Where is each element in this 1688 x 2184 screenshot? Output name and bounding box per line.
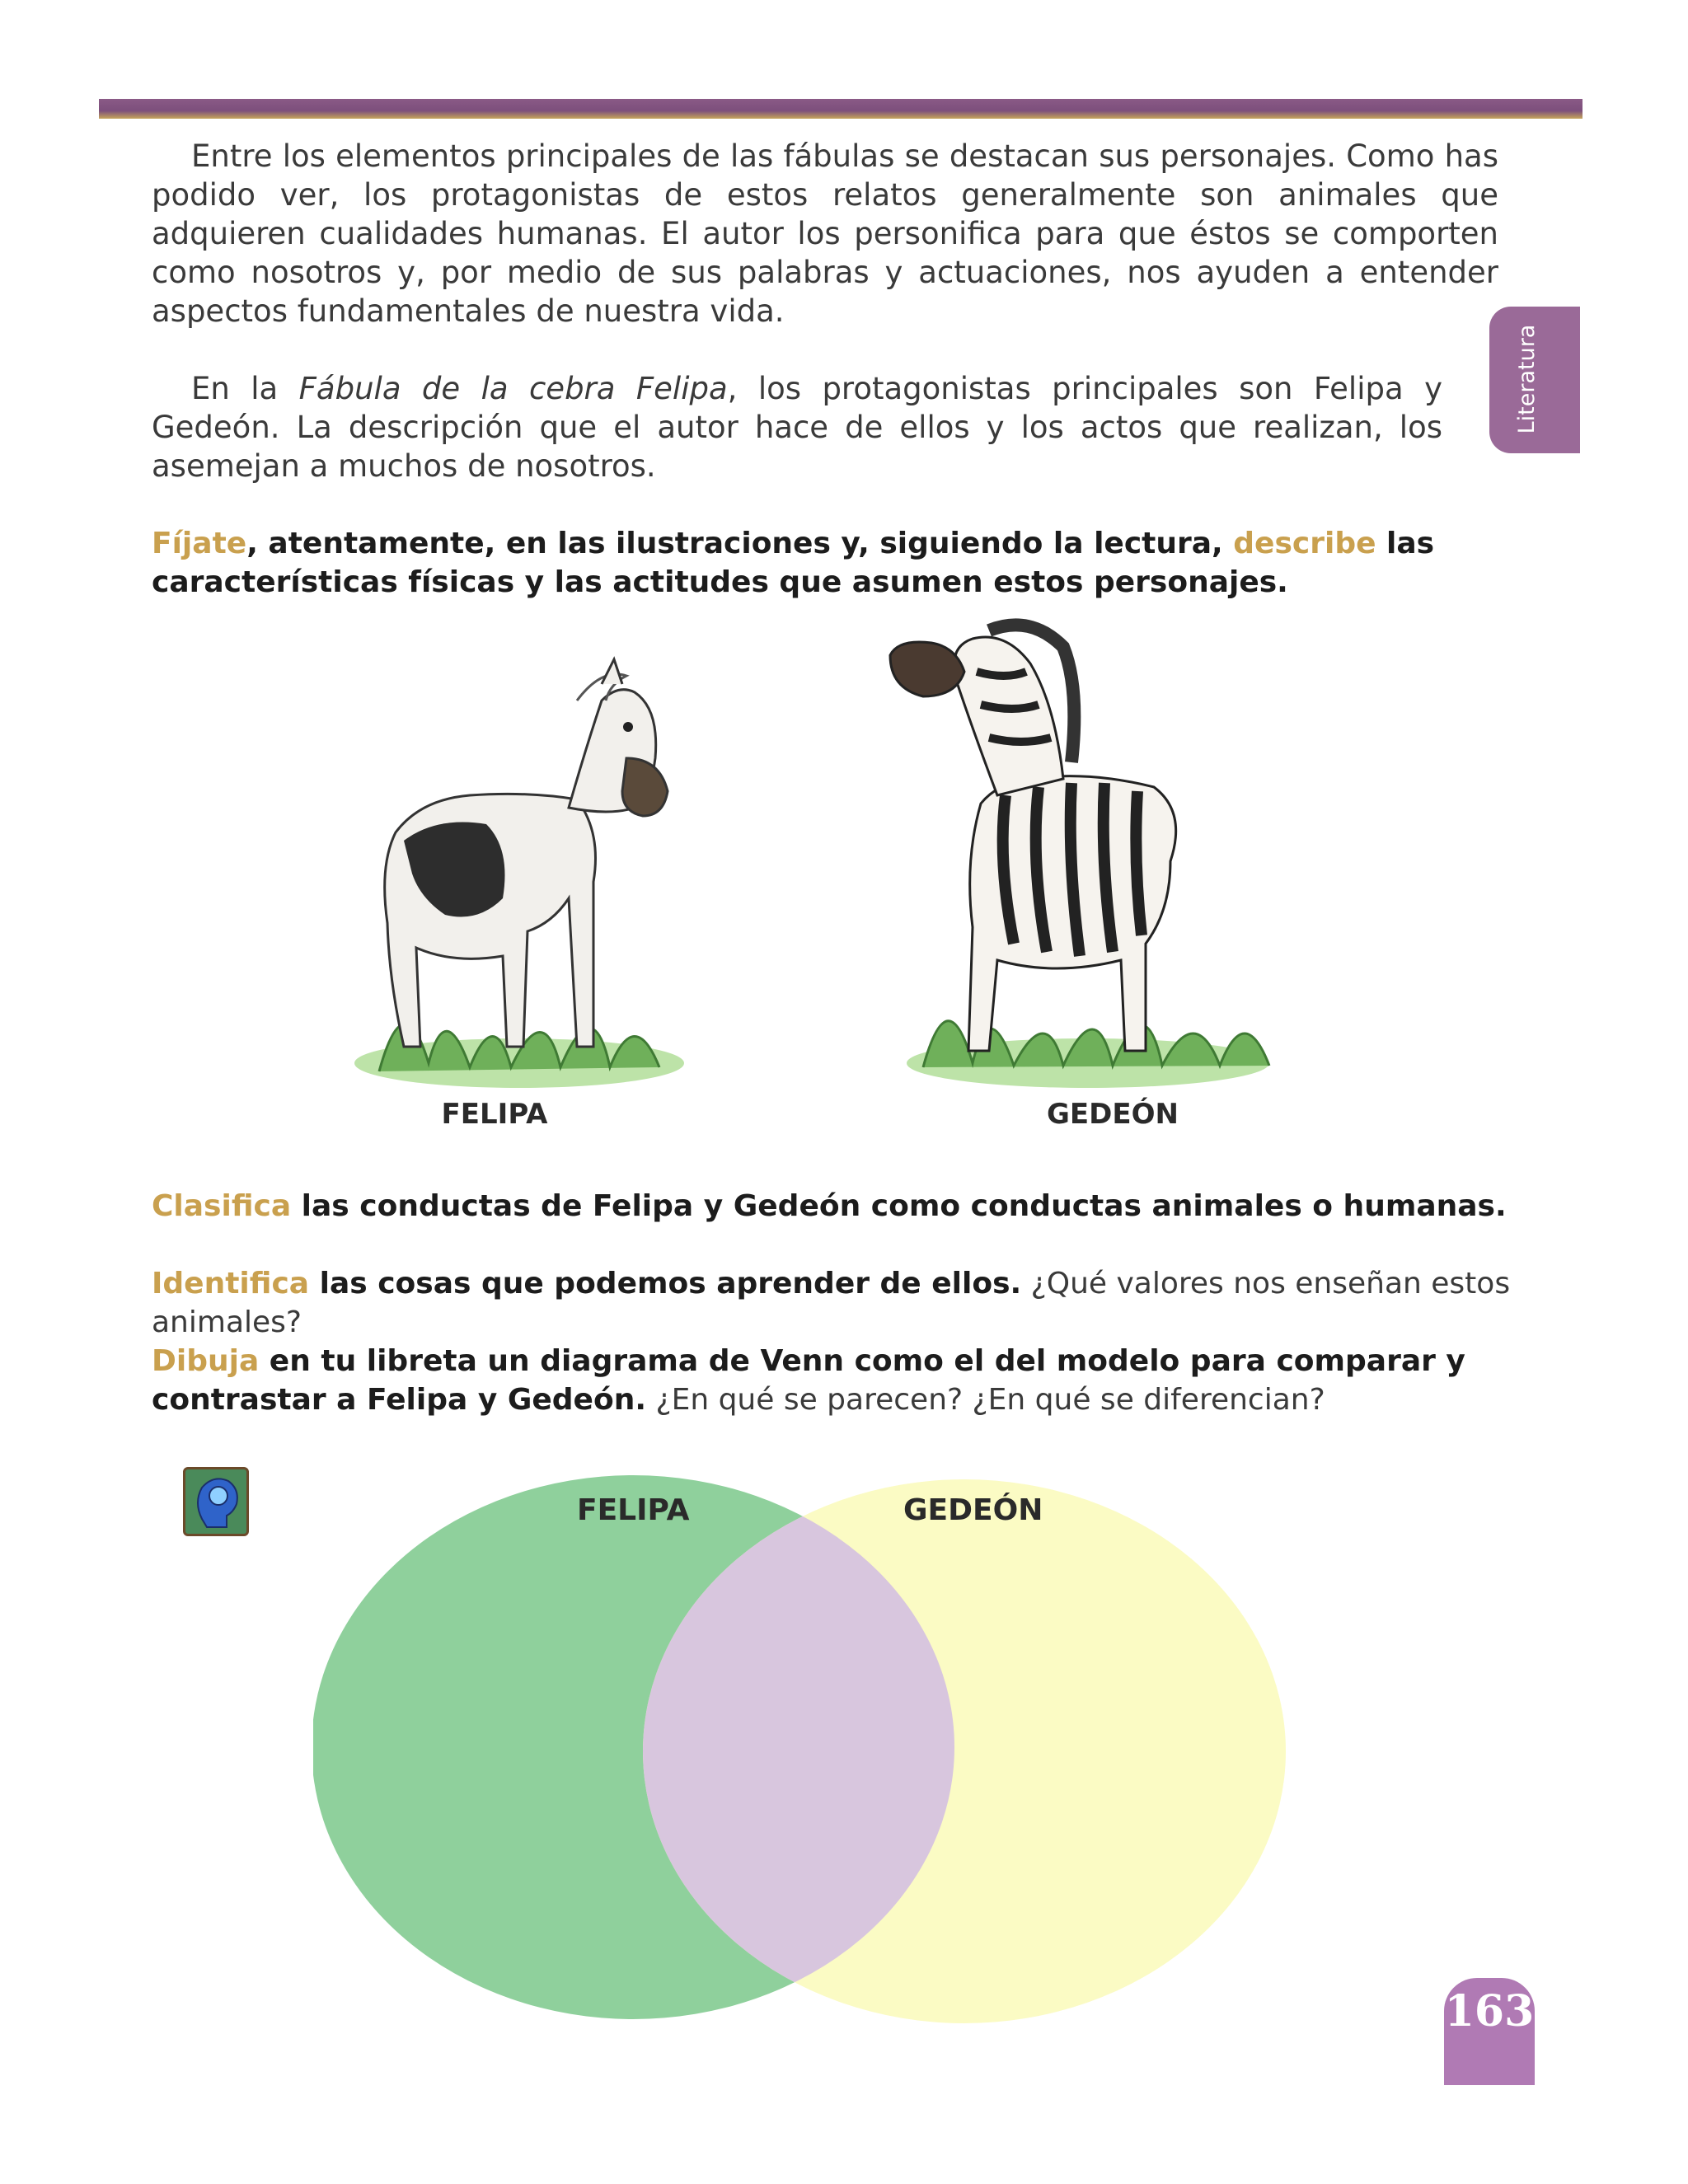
instruction-verb: Fíjate bbox=[152, 527, 247, 560]
instruction-verb: Clasifica bbox=[152, 1189, 292, 1223]
gedeon-illustration bbox=[874, 614, 1302, 1092]
instruction-text: , atentamente, en las ilustraciones y, siguiendo la lectura, bbox=[246, 527, 1234, 560]
instruction-text: las cosas que podemos aprender de ellos. bbox=[309, 1267, 1022, 1301]
instruction-question: ¿En qué se parecen? ¿En qué se diferencian? bbox=[646, 1383, 1325, 1417]
second-paragraph bbox=[152, 369, 1442, 485]
brain-head-glyph bbox=[185, 1469, 246, 1534]
instruction-verb: Identifica bbox=[152, 1267, 310, 1301]
instruction-draw bbox=[152, 1342, 1487, 1419]
page-number: 163 bbox=[1444, 1986, 1535, 2036]
p2-text-before: En la bbox=[191, 371, 299, 406]
instruction-verb: Dibuja bbox=[152, 1344, 260, 1378]
section-tab-label: Literatura bbox=[1514, 324, 1540, 434]
instruction-observe bbox=[152, 524, 1470, 602]
venn-label-felipa: FELIPA bbox=[577, 1493, 690, 1527]
intro-paragraph: Entre los elementos principales de las fábulas se destacan sus personajes. Como has podido ver, los protagonistas de estos relatos generalmente son animales que adquieren cualidades humanas. El autor los personifica para que éstos se comporten como nosotros y, por medio de sus palabras y actuaciones, nos ayuden a entender aspectos fundamentales de nuestra vida. bbox=[152, 138, 1498, 329]
instruction-verb-2: describe bbox=[1233, 527, 1376, 560]
instruction-classify bbox=[152, 1187, 1553, 1226]
felipa-illustration bbox=[330, 651, 709, 1096]
instruction-text-2: las características físicas y las actitudes que asumen estos personajes. bbox=[152, 527, 1435, 599]
fable-title: Fábula de la cebra Felipa bbox=[298, 371, 728, 406]
instruction-text: en tu libreta un diagrama de Venn como el del modelo para comparar y contrastar a Felipa y Gedeón. bbox=[152, 1344, 1465, 1417]
top-color-band bbox=[99, 99, 1582, 119]
venn-label-gedeon: GEDEÓN bbox=[903, 1493, 1043, 1527]
gedeon-caption: GEDEÓN bbox=[1047, 1098, 1179, 1131]
instruction-text: las conductas de Felipa y Gedeón como conductas animales o humanas. bbox=[291, 1189, 1507, 1223]
venn-diagram bbox=[313, 1467, 1286, 2027]
brain-head-icon bbox=[183, 1467, 249, 1536]
instruction-question: ¿Qué valores nos enseñan estos animales? bbox=[152, 1267, 1511, 1339]
p2-text-after: , los protagonistas principales son Felipa y Gedeón. La descripción que el autor hace de ellos y los actos que realizan, los asemejan a muchos de nosotros. bbox=[152, 371, 1442, 484]
instruction-identify bbox=[152, 1264, 1553, 1342]
felipa-caption: FELIPA bbox=[441, 1098, 548, 1131]
